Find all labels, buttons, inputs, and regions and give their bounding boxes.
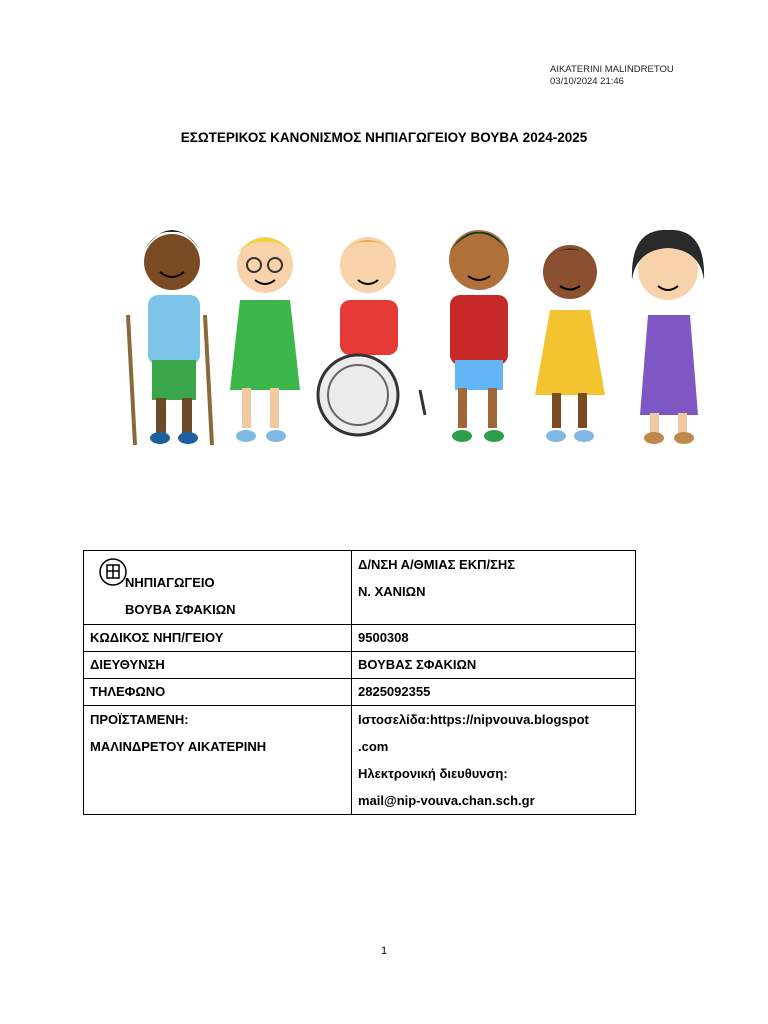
author-name: AIKATERINI MALINDRETOU	[550, 64, 674, 75]
directorate-line2: Ν. ΧΑΝΙΩΝ	[358, 584, 426, 599]
timestamp: 03/10/2024 21:46	[550, 76, 624, 87]
head-teacher-cell	[84, 706, 352, 815]
email-label: Ηλεκτρονική διευθυνση:	[358, 766, 508, 781]
school-name-cell	[84, 551, 352, 625]
child-in-wheelchair	[318, 237, 425, 435]
phone-value: 2825092355	[352, 679, 636, 706]
child-with-glasses	[230, 237, 300, 442]
address-value: ΒΟΥΒΑΣ ΣΦΑΚΙΩΝ	[352, 652, 636, 679]
school-name-line2: ΒΟΥΒΑ ΣΦΑΚΙΩΝ	[125, 602, 236, 617]
website-line1[interactable]: Ιστοσελίδα:https://nipvouva.blogspot	[358, 712, 589, 727]
directorate-line1: Δ/ΝΣΗ Α/ΘΜΙΑΣ ΕΚΠ/ΣΗΣ	[358, 557, 516, 572]
child-yellow-dress	[535, 245, 605, 442]
children-holding-hands-illustration	[100, 200, 740, 460]
code-value: 9500308	[352, 625, 636, 652]
table-row	[84, 652, 636, 679]
child-purple-dress	[632, 230, 704, 444]
code-label: ΚΩΔΙΚΟΣ ΝΗΠ/ΓΕΙΟΥ	[84, 625, 352, 652]
school-info-table	[83, 550, 636, 815]
directorate-cell	[352, 551, 636, 625]
table-row	[84, 625, 636, 652]
phone-label: ΤΗΛΕΦΩΝΟ	[84, 679, 352, 706]
child-with-crutches	[128, 230, 212, 445]
school-name-line1: ΝΗΠΙΑΓΩΓΕΙΟ	[125, 575, 215, 590]
document-title: ΕΣΩΤΕΡΙΚΟΣ ΚΑΝΟΝΙΣΜΟΣ ΝΗΠΙΑΓΩΓΕΙΟΥ ΒΟΥΒΑ 2024-2025	[180, 130, 588, 145]
table-row	[84, 551, 636, 625]
head-teacher-label: ΠΡΟΪΣΤΑΜΕΝΗ:	[90, 712, 189, 727]
table-row	[84, 679, 636, 706]
email-value[interactable]: mail@nip-vouva.chan.sch.gr	[358, 793, 535, 808]
head-teacher-name: ΜΑΛΙΝΔΡΕΤΟΥ ΑΙΚΑΤΕΡΙΝΗ	[90, 739, 267, 754]
contact-cell	[352, 706, 636, 815]
table-row	[84, 706, 636, 815]
website-line2[interactable]: .com	[358, 739, 389, 754]
child-red-shirt	[449, 230, 509, 442]
address-label: ΔΙΕΥΘΥΝΣΗ	[84, 652, 352, 679]
document-stamp	[550, 64, 674, 88]
page-number: 1	[380, 945, 388, 957]
greek-emblem-icon	[98, 557, 128, 587]
